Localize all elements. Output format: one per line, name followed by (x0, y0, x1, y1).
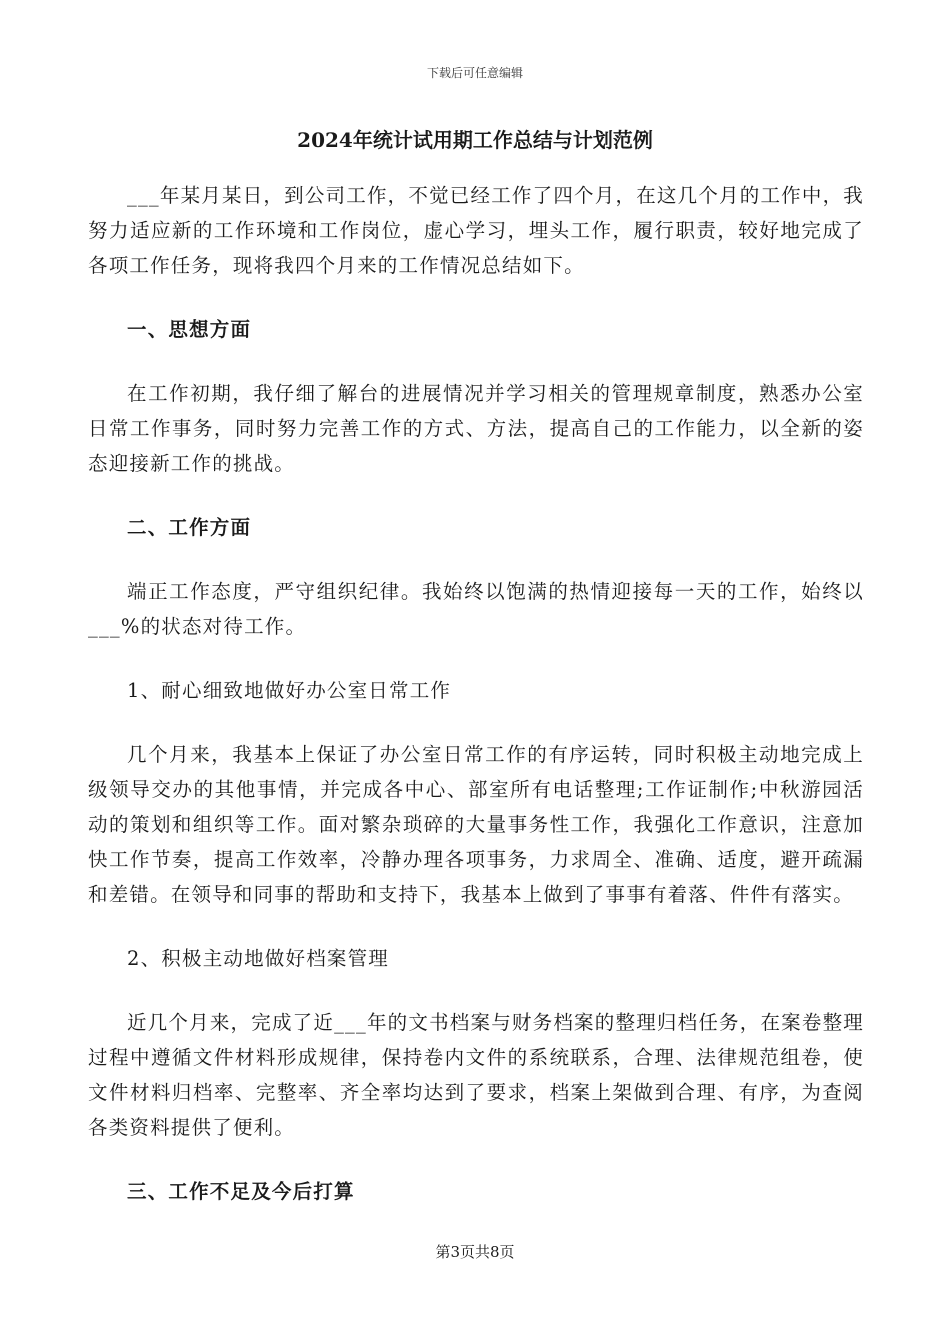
section-heading-work: 二、工作方面 (127, 516, 252, 539)
work-paragraph: 端正工作态度，严守组织纪律。我始终以饱满的热情迎接每一天的工作，始终以___%的状态对待工作。 (88, 580, 864, 638)
header-note: 下载后可任意编辑 (426, 66, 523, 80)
subheading-archive: 2、积极主动地做好档案管理 (127, 947, 390, 970)
document-title: 2024年统计试用期工作总结与计划范例 (297, 128, 653, 152)
intro-paragraph: ___年某月某日，到公司工作，不觉已经工作了四个月，在这几个月的工作中，我努力适应新的工作环境和工作岗位，虚心学习，埋头工作，履行职责，较好地完成了各项工作任务，现将我四个月来的工作情况总结如下。 (88, 184, 864, 277)
archive-paragraph: 近几个月来，完成了近___年的文书档案与财务档案的整理归档任务，在案卷整理过程中遵循文件材料形成规律，保持卷内文件的系统联系，合理、法律规范组卷，使文件材料归档率、完整率、齐全率均达到了要求，档案上架做到合理、有序，为查阅各类资料提供了便利。 (88, 1011, 864, 1139)
document-body (88, 178, 864, 1238)
office-work-paragraph: 几个月来，我基本上保证了办公室日常工作的有序运转，同时积极主动地完成上级领导交办的其他事情，并完成各中心、部室所有电话整理;工作证制作;中秋游园活动的策划和组织等工作。面对繁杂琐碎的大量事务性工作，我强化工作意识，注意加快工作节奏，提高工作效率，冷静办理各项事务，力求周全、准确、适度，避开疏漏和差错。在领导和同事的帮助和支持下，我基本上做到了事事有着落、件件有落实。 (88, 743, 864, 906)
page-footer: 第3页共8页 (435, 1243, 515, 1261)
section-heading-shortcomings: 三、工作不足及今后打算 (127, 1180, 355, 1203)
section-heading-thinking: 一、思想方面 (127, 318, 252, 341)
subheading-office-work: 1、耐心细致地做好办公室日常工作 (127, 679, 452, 702)
thinking-paragraph: 在工作初期，我仔细了解台的进展情况并学习相关的管理规章制度，熟悉办公室日常工作事务，同时努力完善工作的方式、方法，提高自己的工作能力，以全新的姿态迎接新工作的挑战。 (88, 382, 864, 475)
